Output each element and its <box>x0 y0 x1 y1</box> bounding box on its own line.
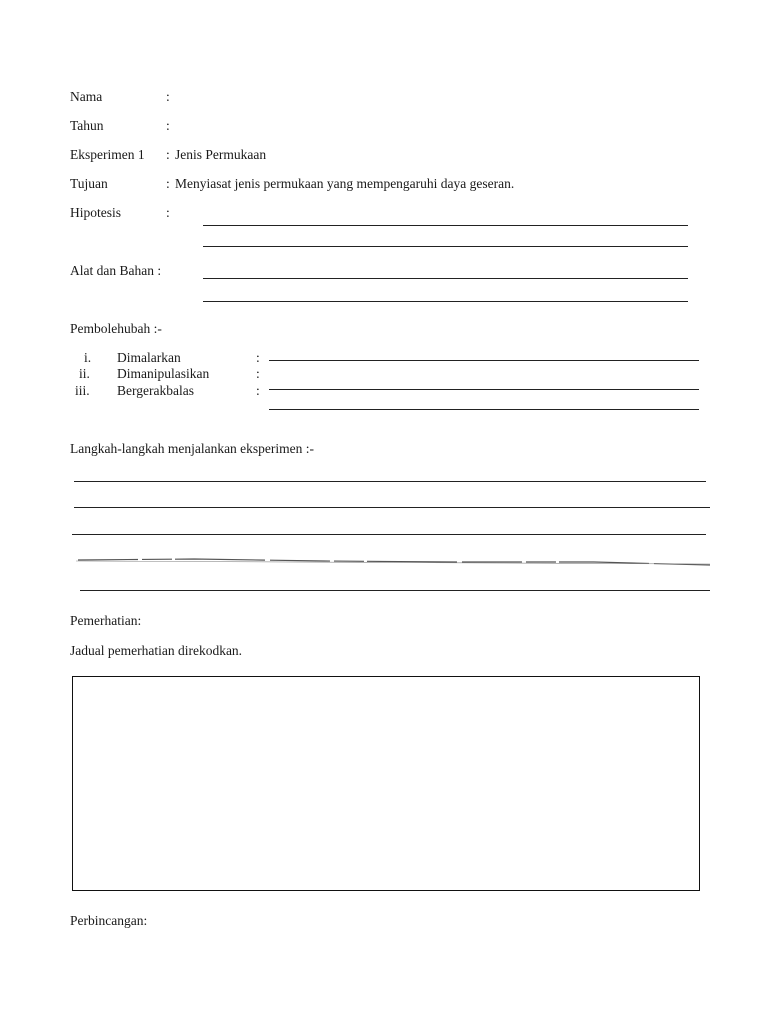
tahun-colon: : <box>166 118 170 133</box>
alat-bahan-answer-line-1 <box>203 278 688 279</box>
tahun-label: Tahun <box>70 118 104 133</box>
tujuan-value: Menyiasat jenis permukaan yang mempengaruhi daya geseran. <box>175 176 515 191</box>
nama-colon: : <box>166 89 170 104</box>
pembolehubah-heading: Pembolehubah :- <box>70 321 162 336</box>
pembolehubah-colon-1: : <box>256 350 260 365</box>
pembolehubah-label-dimalarkan: Dimalarkan <box>117 350 181 365</box>
tujuan-colon: : <box>166 176 170 191</box>
hipotesis-answer-line-1 <box>203 225 688 226</box>
pembolehubah-label-dimanipulasikan: Dimanipulasikan <box>117 366 210 381</box>
pemerhatian-note: Jadual pemerhatian direkodkan. <box>70 643 243 658</box>
hipotesis-label: Hipotesis <box>70 205 122 220</box>
perbincangan-heading: Perbincangan: <box>70 913 148 928</box>
alat-bahan-answer-line-2 <box>203 301 688 302</box>
dimalarkan-answer-line <box>269 360 699 361</box>
langkah-answer-line-2 <box>74 507 710 508</box>
pembolehubah-num-2: ii. <box>79 366 90 381</box>
hipotesis-colon: : <box>166 205 170 220</box>
langkah-answer-line-5 <box>80 590 710 591</box>
pembolehubah-num-3: iii. <box>75 383 90 398</box>
pembolehubah-num-1: i. <box>84 350 92 365</box>
langkah-heading: Langkah-langkah menjalankan eksperimen :- <box>70 441 315 456</box>
langkah-answer-line-3 <box>72 534 706 535</box>
langkah-answer-line-4 <box>74 555 714 569</box>
observation-table-box <box>72 676 700 891</box>
bergerakbalas-answer-line <box>269 409 699 410</box>
eksperimen-label: Eksperimen 1 <box>70 147 145 162</box>
langkah-answer-line-1 <box>74 481 706 482</box>
manipulasi-answer-line <box>269 389 699 390</box>
hipotesis-answer-line-2 <box>203 246 688 247</box>
pembolehubah-colon-3: : <box>256 383 260 398</box>
nama-label: Nama <box>70 89 103 104</box>
pemerhatian-heading: Pemerhatian: <box>70 613 142 628</box>
pembolehubah-colon-2: : <box>256 366 260 381</box>
tujuan-label: Tujuan <box>70 176 108 191</box>
eksperimen-colon: : <box>166 147 170 162</box>
eksperimen-value: Jenis Permukaan <box>175 147 267 162</box>
alat-bahan-label: Alat dan Bahan : <box>70 263 162 278</box>
pembolehubah-label-bergerakbalas: Bergerakbalas <box>117 383 194 398</box>
